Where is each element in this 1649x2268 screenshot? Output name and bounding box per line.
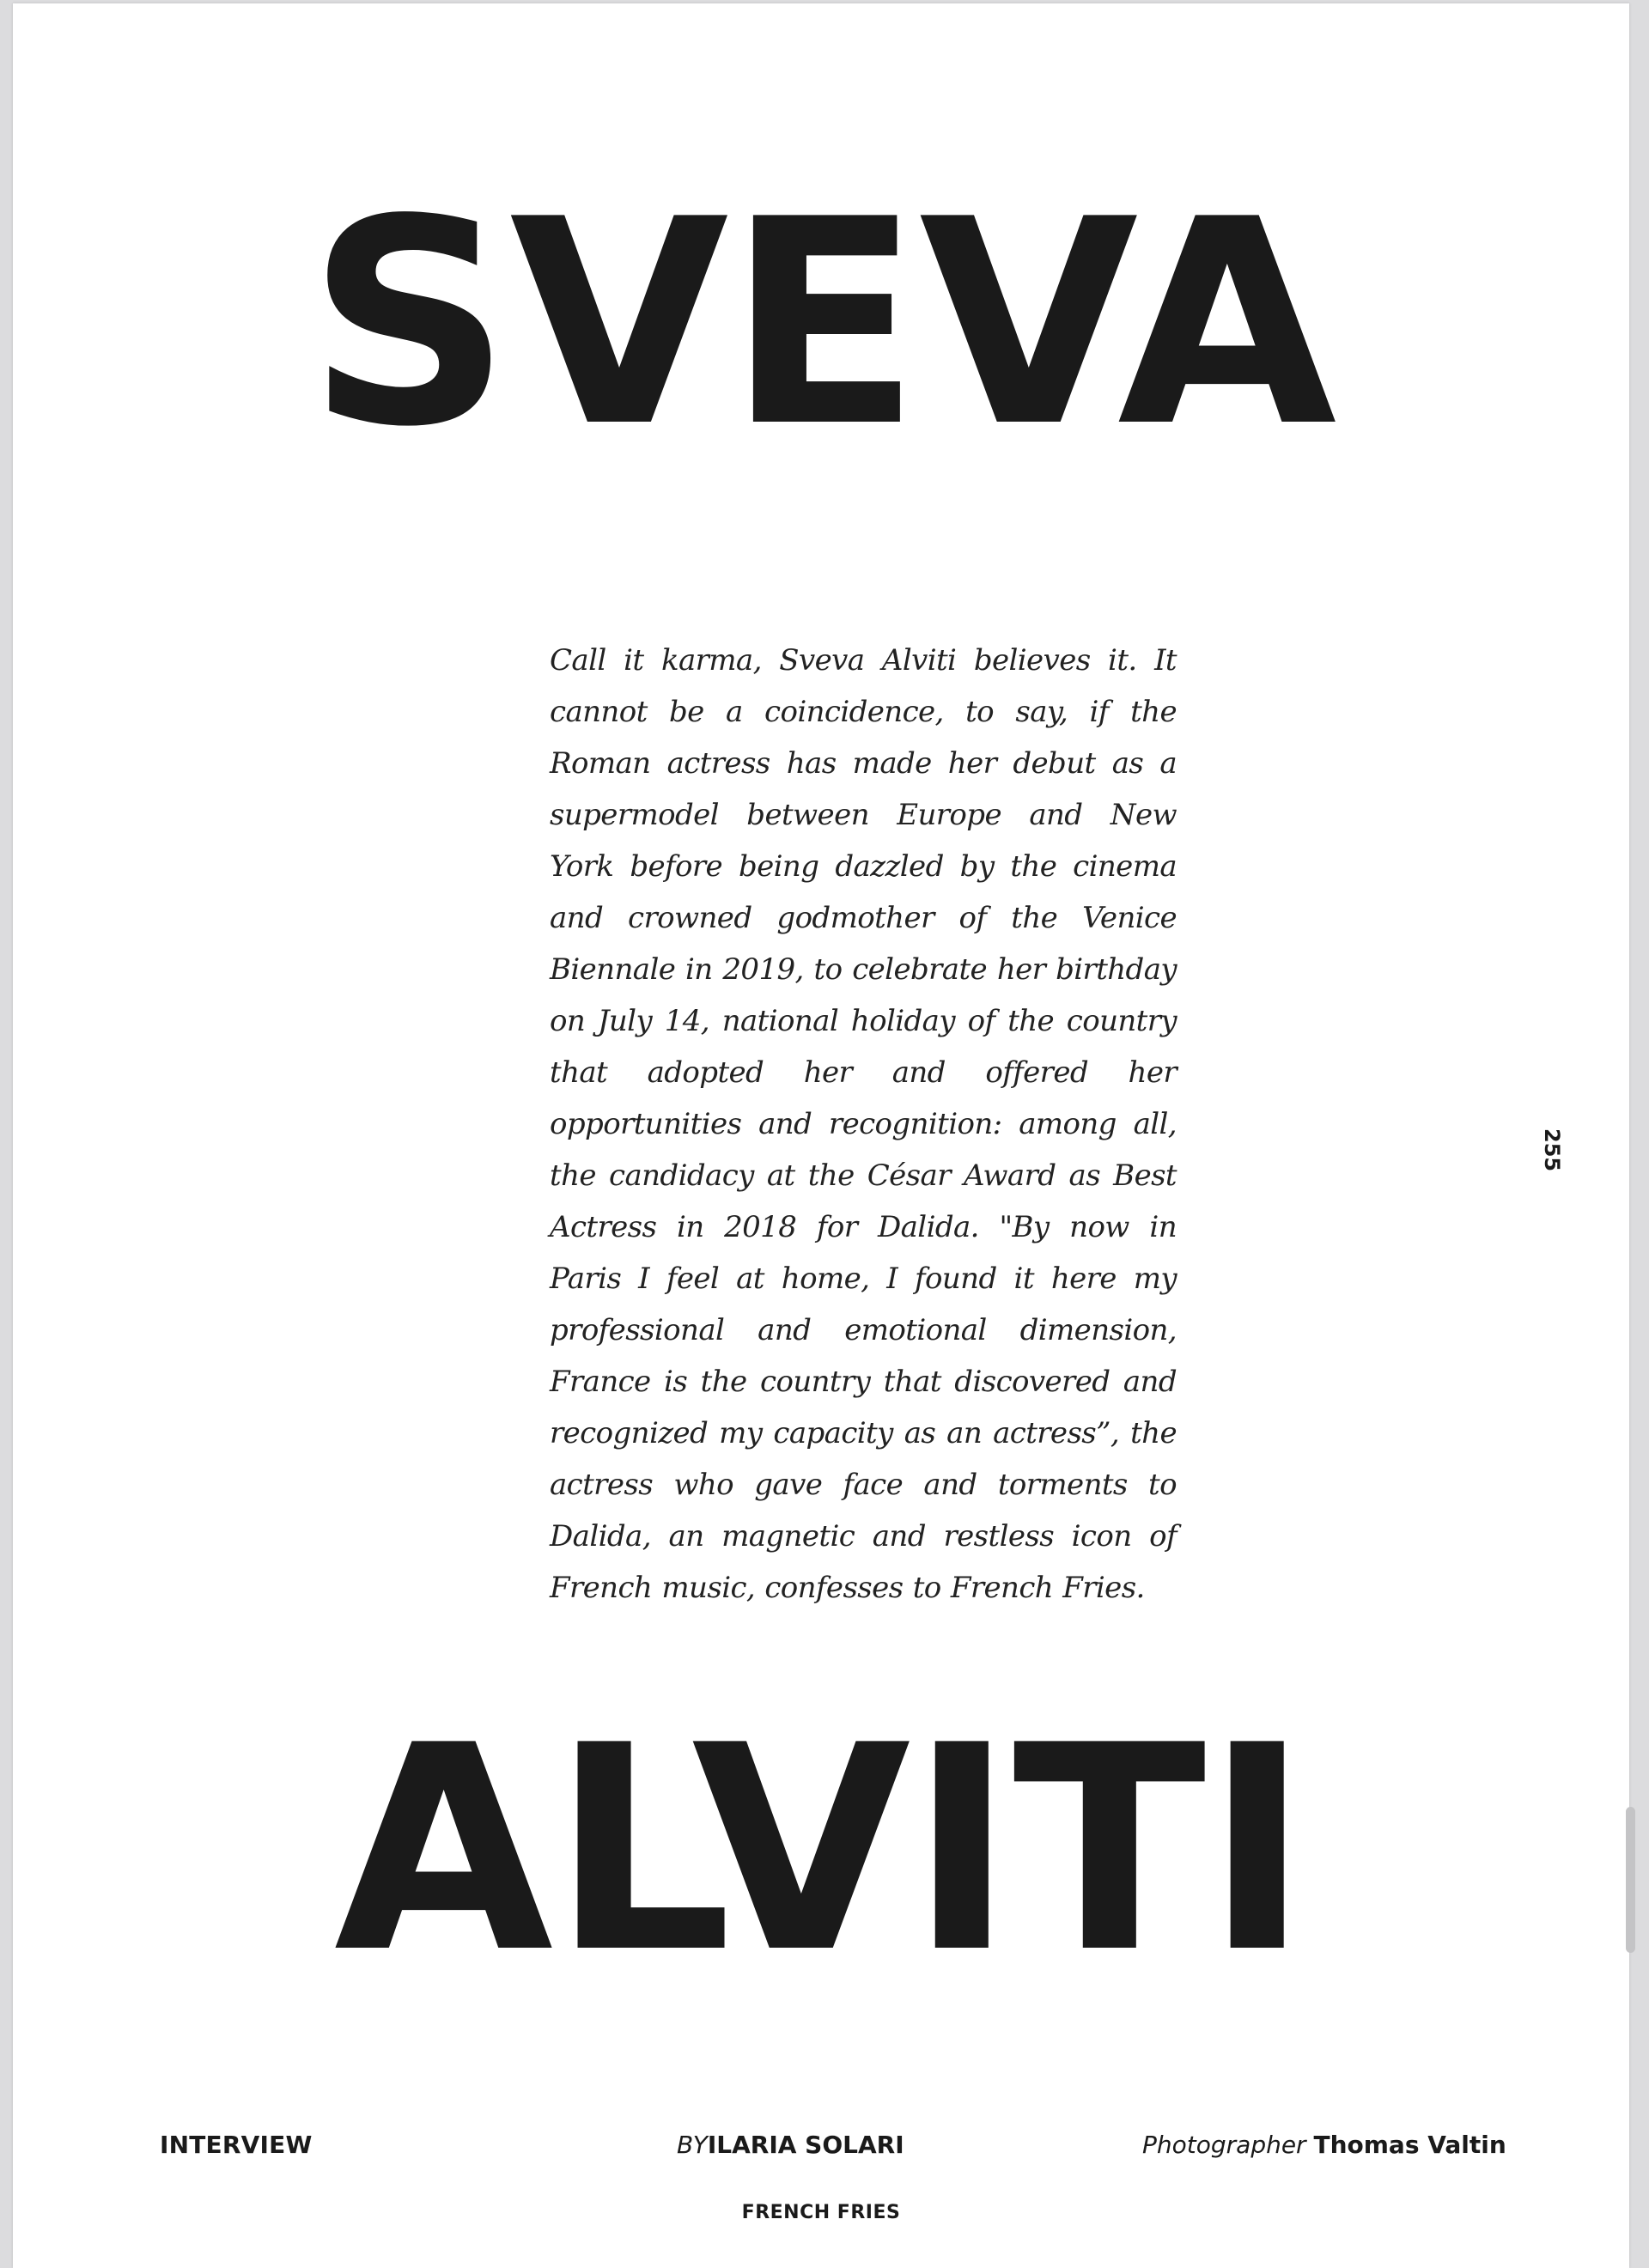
- page-number: 255: [1540, 1128, 1564, 1172]
- photo-credit: [1142, 2131, 1506, 2159]
- scrollbar-thumb[interactable]: [1626, 1807, 1635, 1953]
- section-label: INTERVIEW: [160, 2131, 313, 2159]
- byline: [677, 2131, 904, 2159]
- byline-prefix: BY: [677, 2131, 708, 2159]
- photo-credit-label: Photographer: [1142, 2131, 1306, 2159]
- intro-paragraph: Call it karma, Sveva Alviti believes it. It cannot be a coincidence, to say, if the Roman actress has made her debut as a supermodel between Europe and New York before being dazzled by the cinema and crowned godmother of the Venice Biennale in 2019, to celebrate her birthday on July 14, national holiday of the country that adopted her and offered her opportunities and recognition: among all, the candidacy at the César Award as Best Actress in 2018 for Dalida. "By now in Paris I feel at home, I found it here my professional and emotional dimension, France is the country that discovered and recognized my capacity as an actress”, the actress who gave face and torments to Dalida, an magnetic and restless icon of French music, confesses to French Fries.: [550, 643, 1177, 1605]
- headline-last-name: ALVITI: [333, 1685, 1309, 2015]
- magazine-name: FRENCH FRIES: [741, 2202, 901, 2223]
- photo-credit-name: Thomas Valtin: [1313, 2131, 1506, 2159]
- magazine-page: [13, 3, 1629, 2268]
- headline-first-name: SVEVA: [307, 159, 1336, 489]
- byline-author: ILARIA SOLARI: [707, 2131, 904, 2159]
